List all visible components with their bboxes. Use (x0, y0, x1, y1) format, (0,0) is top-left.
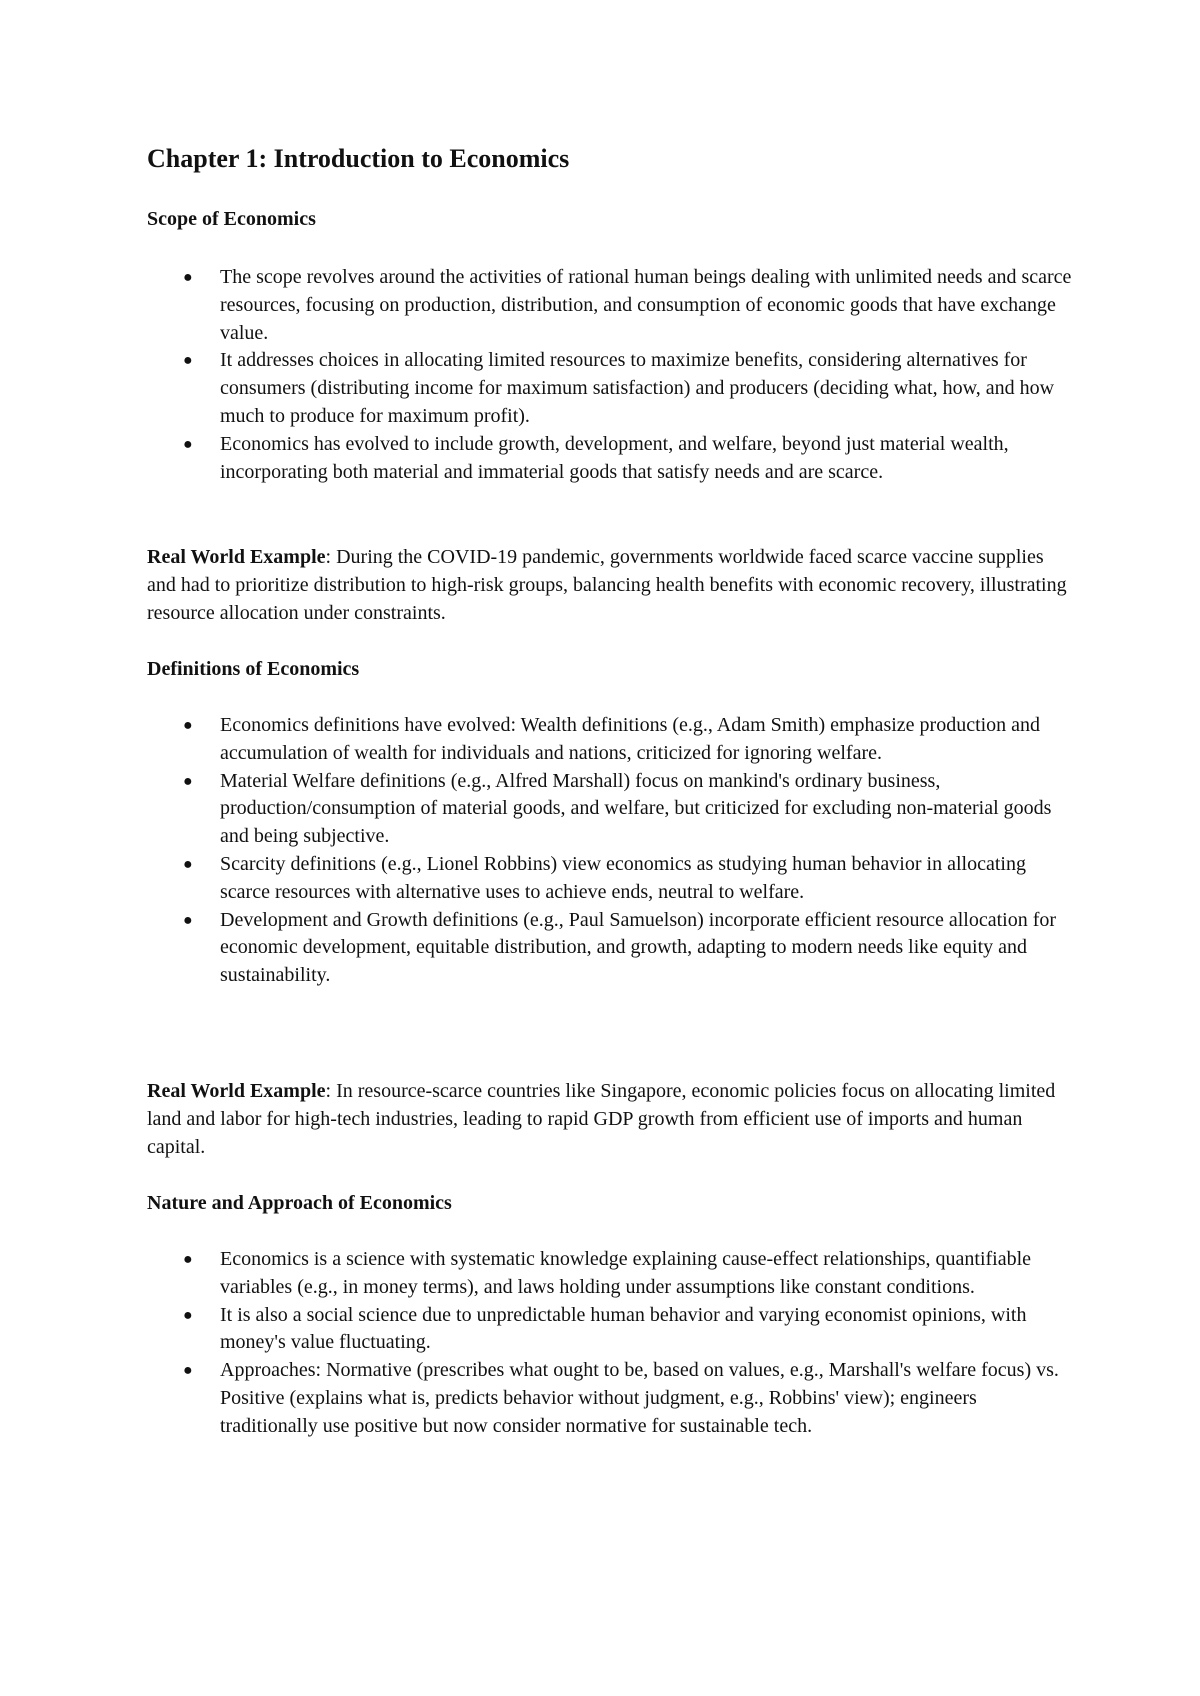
scope-bullet-list (147, 264, 1072, 486)
bullet-icon: ● (183, 1362, 193, 1380)
bullet-icon: ● (183, 435, 193, 453)
chapter-title: Chapter 1: Introduction to Economics (147, 144, 570, 173)
example-text: : During the COVID-19 pandemic, governments worldwide faced scarce vaccine supplies and had to prioritize distribution to high-risk groups, balancing health benefits with economic recovery, illustrating resource allocation under constraints. (147, 546, 1067, 624)
real-world-example-definitions (147, 1078, 1072, 1161)
bullet-icon: ● (183, 717, 193, 734)
list-item: ● The scope revolves around the activities of rational human beings dealing with unlimited needs and scarce resources, focusing on production, distribution, and consumption of economic goods that have exchange value. (183, 266, 1072, 344)
bullet-icon: ● (183, 911, 193, 929)
list-item: ● Economics definitions have evolved: Wealth definitions (e.g., Adam Smith) emphasize production and accumulation of wealth for individuals and nations, criticized for ignoring welfare. (183, 714, 1041, 764)
list-item: ● Development and Growth definitions (e.g., Paul Samuelson) incorporate efficient resource allocation for economic development, equitable distribution, and growth, adapting to modern needs like equity and sustainability. (183, 908, 1057, 987)
bullet-icon: ● (183, 1306, 193, 1324)
list-item: ● Economics is a science with systematic knowledge explaining cause-effect relationships, quantifiable variables (e.g., in money terms), and laws holding under assumptions like constant conditions. (183, 1248, 1032, 1298)
bullet-icon: ● (183, 1251, 193, 1268)
definitions-bullet-list (147, 712, 1072, 990)
section-heading-nature: Nature and Approach of Economics (147, 1192, 452, 1214)
example-text: : In resource-scarce countries like Singapore, economic policies focus on allocating limited land and labor for high-tech industries, leading to rapid GDP growth from efficient use of imports and human capital. (147, 1080, 1056, 1158)
section-heading-definitions: Definitions of Economics (147, 658, 360, 680)
bullet-icon: ● (183, 269, 193, 286)
real-world-example-scope (147, 544, 1072, 627)
list-item: ● It is also a social science due to unpredictable human behavior and varying economist opinions, with money's value fluctuating. (183, 1303, 1027, 1354)
list-item: ● Approaches: Normative (prescribes what ought to be, based on values, e.g., Marshall's welfare focus) vs. Positive (explains what is, predicts behavior without judgment, e.g., Robbins' view); engineers traditionally use positive but now consider normative for sustainable tech. (183, 1359, 1059, 1437)
list-item: ● Economics has evolved to include growth, development, and welfare, beyond just material wealth, incorporating both material and immaterial goods that satisfy needs and are scarce. (183, 432, 1009, 483)
bullet-icon: ● (183, 772, 193, 790)
example-label: Real World Example (147, 546, 326, 568)
list-item: ● It addresses choices in allocating limited resources to maximize benefits, considering alternatives for consumers (distributing income for maximum satisfaction) and producers (deciding what, how, and how much to produce for maximum profit). (183, 349, 1055, 427)
example-label: Real World Example (147, 1080, 326, 1102)
bullet-icon: ● (183, 855, 193, 873)
list-item: ● Scarcity definitions (e.g., Lionel Robbins) view economics as studying human behavior in allocating scarce resources with alternative uses to achieve ends, neutral to welfare. (183, 852, 1026, 903)
bullet-icon: ● (183, 352, 193, 370)
nature-bullet-list (147, 1246, 1072, 1441)
list-item: ● Material Welfare definitions (e.g., Alfred Marshall) focus on mankind's ordinary business, production/consumption of material goods, and welfare, but criticized for excluding non-material goods and being subjective. (183, 769, 1052, 848)
section-heading-scope: Scope of Economics (147, 208, 316, 230)
